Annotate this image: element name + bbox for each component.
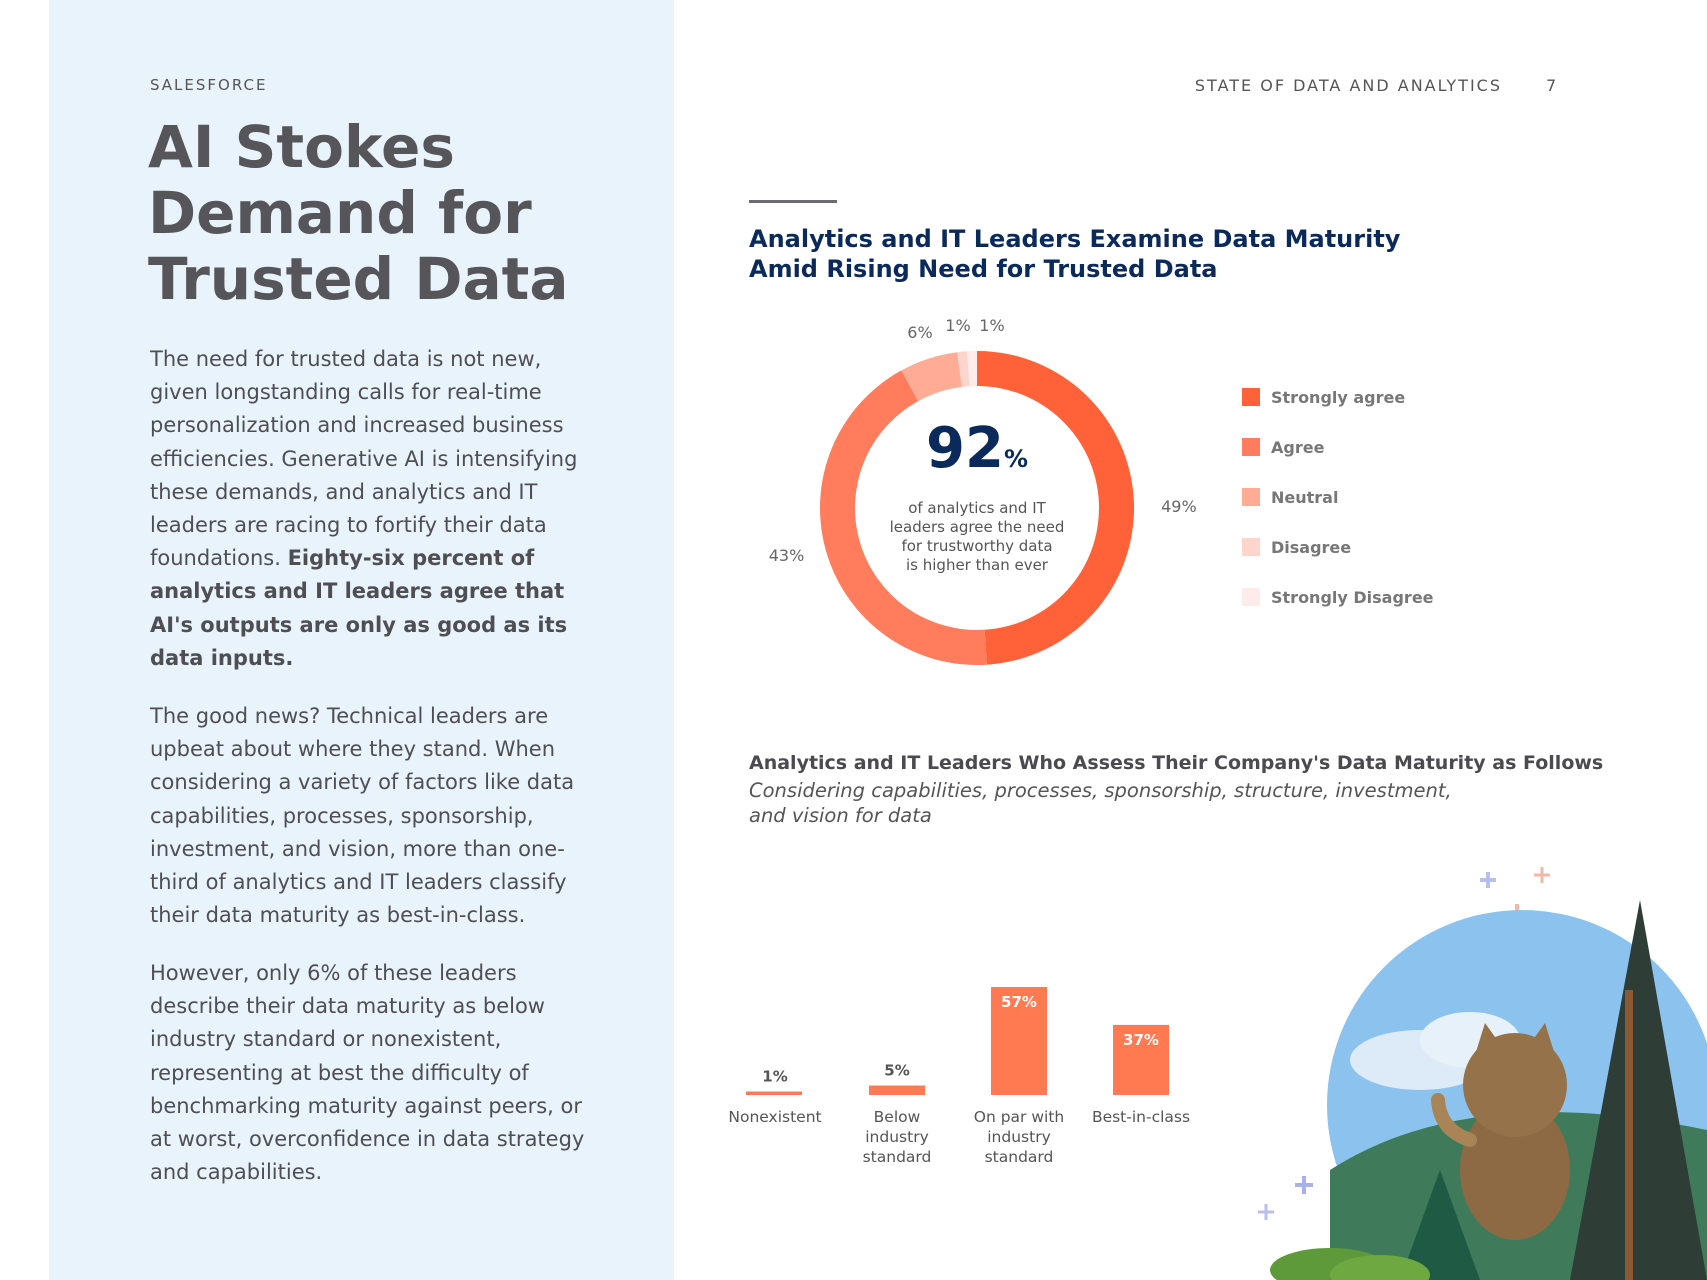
- bar-value-label: 57%: [1001, 993, 1037, 1011]
- however-paragraph: However, only 6% of these leaders describe their data maturity as below industry standard or nonexistent, representing at best the difficulty of benchmarking maturity against peers, or at worst, overconfidence in data strategy and capabilities.: [150, 961, 585, 1185]
- legend-item: [1242, 372, 1434, 422]
- legend-swatch: [1242, 588, 1260, 606]
- bar-value-label: 37%: [1123, 1030, 1159, 1049]
- donut-slice-label: 49%: [1161, 497, 1197, 517]
- plus-sparkle-icon: [1480, 872, 1496, 888]
- legend-swatch: [1242, 538, 1260, 556]
- page-number: 7: [1546, 76, 1557, 95]
- donut-slice-label: 1%: [945, 316, 971, 335]
- donut-slice-label: 6%: [907, 323, 933, 342]
- legend-item: [1242, 522, 1434, 572]
- donut-center-number: 92: [926, 416, 1004, 481]
- donut-caption-line: of analytics and IT: [908, 499, 1046, 517]
- plus-sparkle-icon: [1295, 1176, 1313, 1194]
- donut-center-unit: %: [1003, 445, 1028, 473]
- legend-swatch: [1242, 438, 1260, 456]
- intro-paragraph: [150, 343, 600, 675]
- plus-sparkle-icon: [1258, 1204, 1274, 1220]
- donut-slice-label: 1%: [979, 316, 1005, 335]
- bar-category-label: On par with industry standard: [973, 1108, 1065, 1166]
- intro-text: The need for trusted data is not new, given longstanding calls for real-time personalization and increased business efficiencies. Generative AI is intensifying these demands, and analytics and IT leaders are racing to fortify their data foundations.: [150, 347, 578, 571]
- donut-caption-line: leaders agree the need: [889, 518, 1065, 536]
- donut-center-value: [926, 416, 1028, 481]
- donut-center-caption: [890, 499, 1065, 574]
- section-rule: [749, 200, 837, 203]
- legend-item: [1242, 422, 1434, 472]
- bar-value-label: 1%: [762, 1067, 788, 1086]
- legend-label: Strongly agree: [1271, 387, 1406, 407]
- bar-category-label: Best-in-class: [1091, 1108, 1191, 1126]
- legend-swatch: [1242, 388, 1260, 406]
- donut-legend: [1242, 372, 1434, 622]
- plus-sparkle-icon: [1534, 867, 1550, 883]
- legend-label: Disagree: [1271, 537, 1352, 557]
- bar-chart: [728, 960, 1240, 1190]
- donut-slice-label: 43%: [768, 546, 805, 566]
- intro-bold-text: Eighty-six percent of analytics and IT leaders agree that AI's outputs are only as good as its data inputs.: [150, 546, 568, 670]
- legend-item: [1242, 472, 1434, 522]
- bar-chart-title: Analytics and IT Leaders Who Assess Their Company's Data Maturity as Follows: [749, 752, 1604, 774]
- bar-nonexistent: [746, 1092, 802, 1096]
- donut-chart-title: Analytics and IT Leaders Examine Data Maturity Amid Rising Need for Trusted Data: [749, 225, 1401, 283]
- bar-below-industry-standard: [869, 1086, 925, 1095]
- tree-trunk: [1625, 990, 1633, 1280]
- bar-value-label: 5%: [884, 1061, 910, 1080]
- legend-item: [1242, 572, 1434, 622]
- brand-label: SALESFORCE: [150, 76, 268, 94]
- bar-category-label: Below industry standard: [862, 1108, 932, 1166]
- bar-chart-subtitle: Considering capabilities, processes, sponsorship, structure, investment, and vision for data: [749, 779, 1452, 827]
- legend-label: Agree: [1271, 437, 1325, 457]
- bar-category-label: Nonexistent: [728, 1108, 822, 1126]
- legend-label: Strongly Disagree: [1271, 587, 1434, 607]
- donut-caption-line: is higher than ever: [906, 556, 1048, 574]
- report-title: STATE OF DATA AND ANALYTICS: [1194, 76, 1502, 95]
- legend-swatch: [1242, 488, 1260, 506]
- donut-caption-line: for trustworthy data: [901, 537, 1053, 555]
- donut-chart: [740, 310, 1200, 680]
- legend-label: Neutral: [1271, 487, 1339, 507]
- astro-mascot-illustration: [1170, 840, 1707, 1280]
- page-headline: AI Stokes Demand for Trusted Data: [148, 113, 569, 313]
- good-news-paragraph: The good news? Technical leaders are upbeat about where they stand. When considering a variety of factors like data capabilities, processes, sponsorship, investment, and vision, more than one-third of analytics and IT leaders classify their data maturity as best-in-class.: [150, 704, 575, 928]
